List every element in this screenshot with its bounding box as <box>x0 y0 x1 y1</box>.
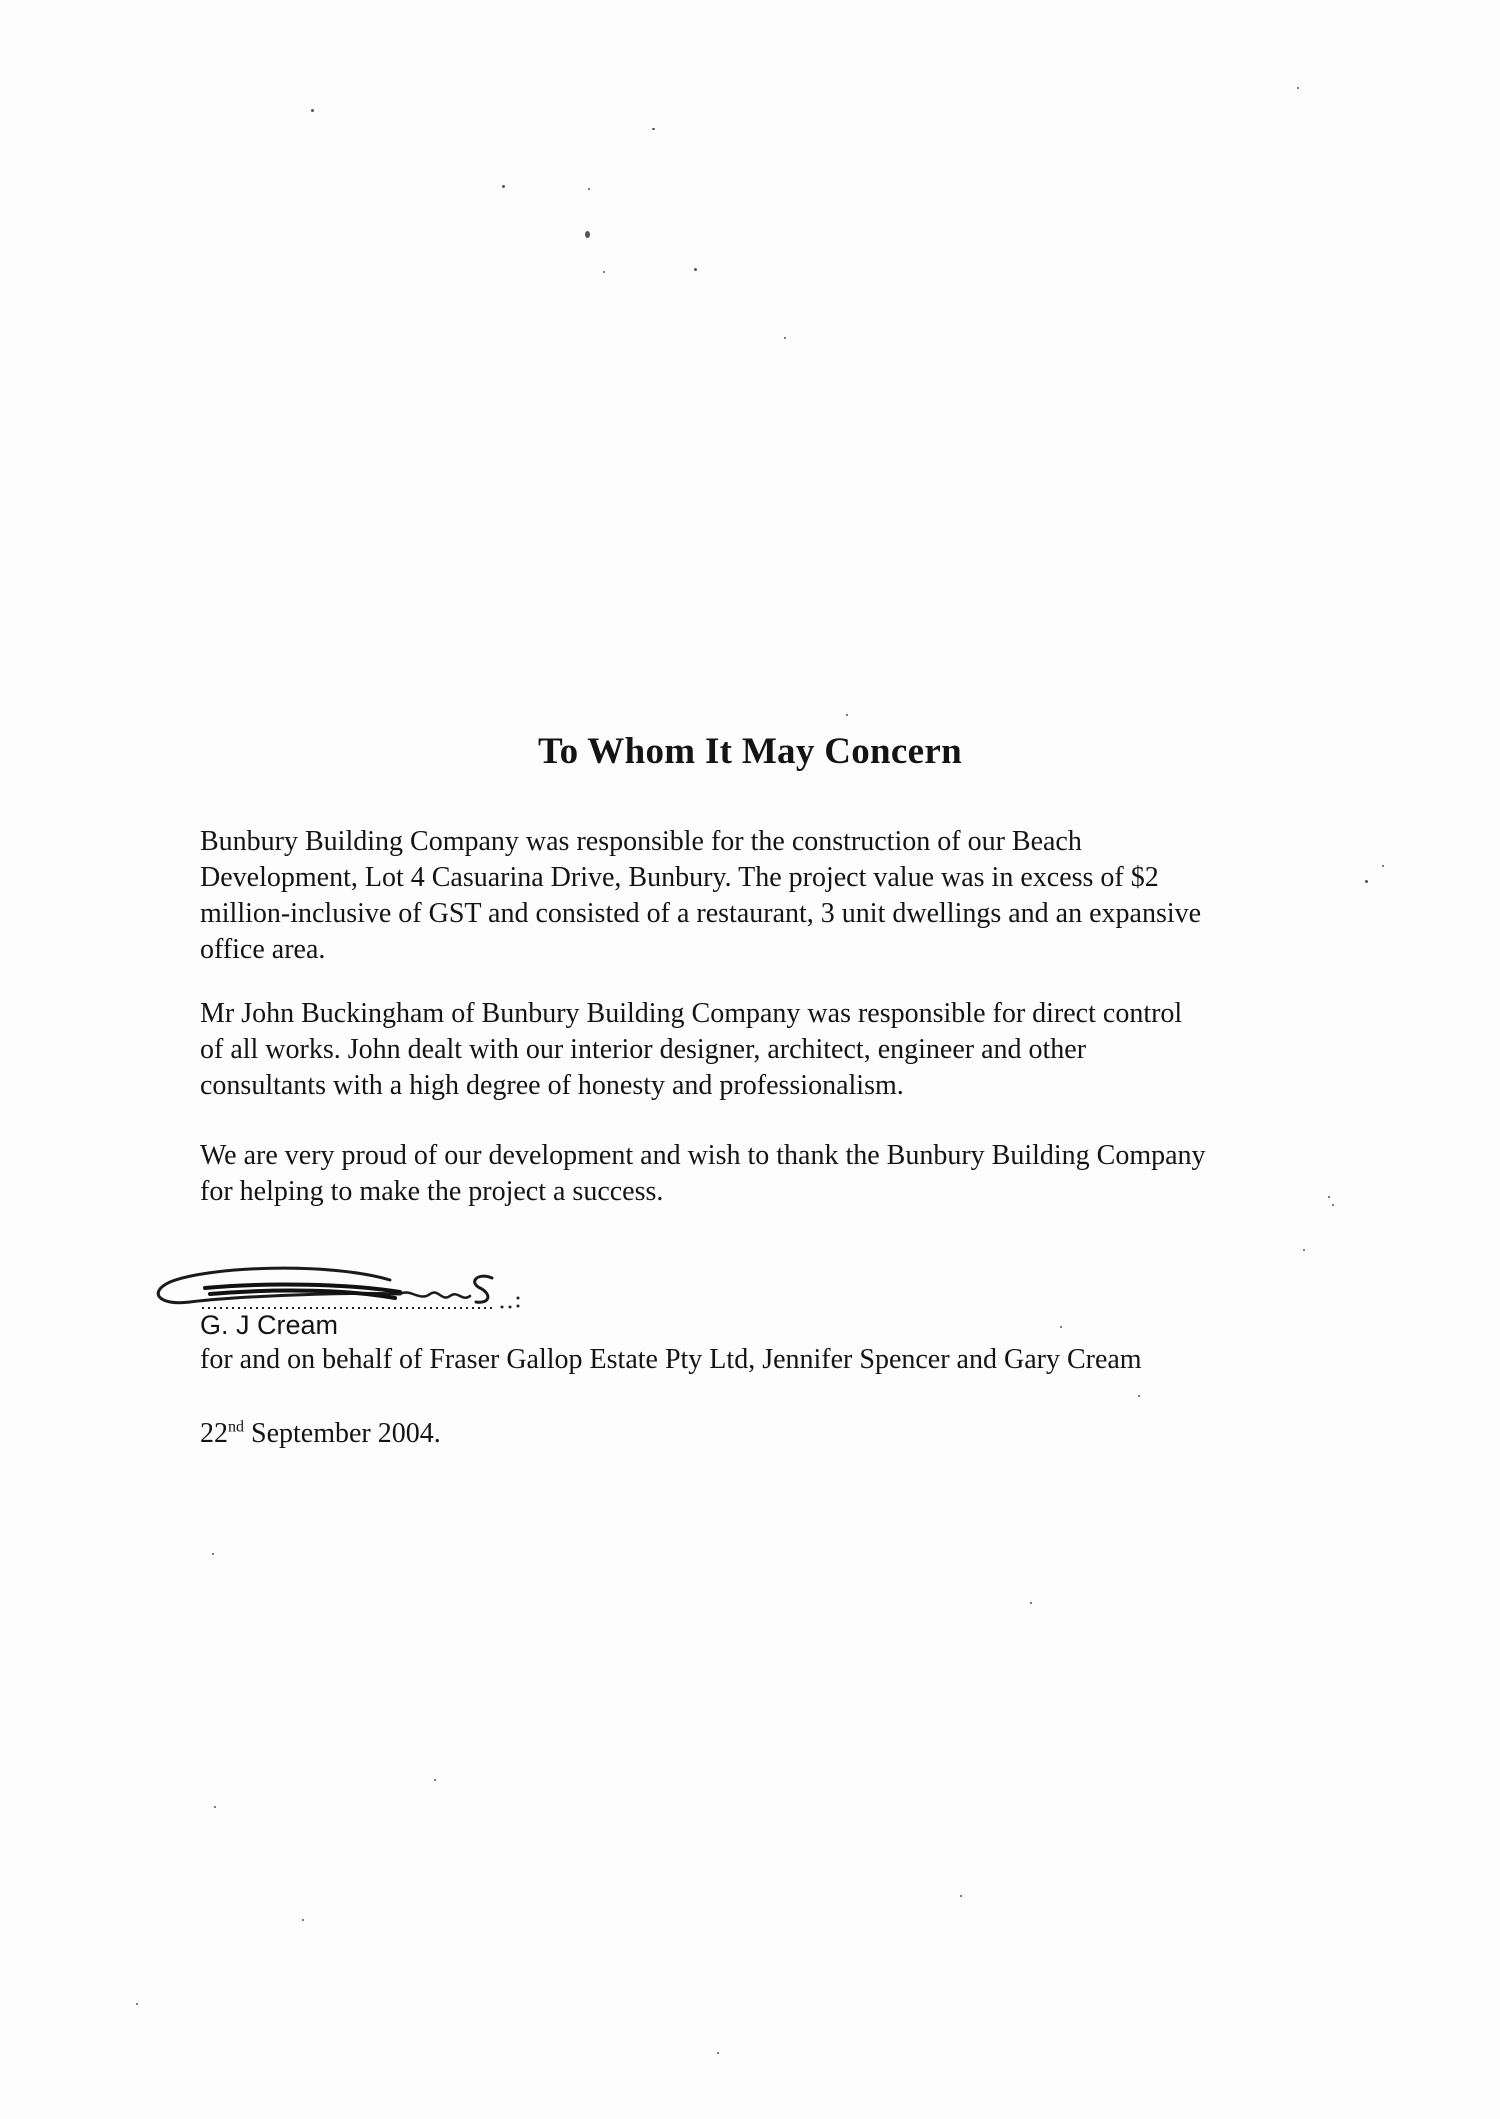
paragraph-line: consultants with a high degree of honesty and professionalism. <box>200 1070 904 1101</box>
scan-speck <box>1138 1395 1140 1397</box>
on-behalf-line: for and on behalf of Fraser Gallop Estate Pty Ltd, Jennifer Spencer and Gary Cream <box>200 1344 1142 1375</box>
paragraph-line: Bunbury Building Company was responsible for the construction of our Beach <box>200 826 1082 857</box>
scan-speck <box>784 337 786 339</box>
scan-speck <box>1365 880 1368 883</box>
scan-speck <box>1382 865 1384 867</box>
paragraph-line: We are very proud of our development and wish to thank the Bunbury Building Company <box>200 1140 1206 1171</box>
scan-speck <box>1297 87 1299 89</box>
scan-speck <box>652 128 655 130</box>
scan-speck <box>585 231 590 238</box>
date-day: 22 <box>200 1418 228 1449</box>
letter-title: To Whom It May Concern <box>538 731 962 772</box>
scan-speck <box>302 1919 304 1921</box>
scan-speck <box>1060 1326 1062 1328</box>
scan-speck <box>603 271 605 273</box>
scan-speck <box>502 185 505 188</box>
paragraph-line: of all works. John dealt with our interior designer, architect, engineer and other <box>200 1034 1087 1065</box>
scan-speck <box>960 1895 962 1897</box>
paragraph-construction <box>200 824 1360 968</box>
scan-speck <box>694 268 697 271</box>
scan-speck <box>136 2003 138 2005</box>
scan-speck <box>434 1779 436 1781</box>
letter-date <box>200 1418 441 1450</box>
paragraph-line: million-inclusive of GST and consisted of a restaurant, 3 unit dwellings and an expansive <box>200 898 1202 929</box>
paragraph-line: office area. <box>200 934 326 965</box>
scan-speck <box>1303 1249 1305 1251</box>
paragraph-supervision <box>200 996 1360 1104</box>
scan-speck <box>717 2052 719 2054</box>
scan-speck <box>311 109 314 112</box>
scan-speck <box>846 714 848 716</box>
scan-speck <box>588 188 590 190</box>
date-suffix: nd <box>228 1418 244 1436</box>
signer-name: G. J Cream <box>200 1310 339 1340</box>
paragraph-line: for helping to make the project a success. <box>200 1176 664 1207</box>
paragraph-thanks <box>200 1138 1360 1210</box>
scan-speck <box>214 1806 216 1808</box>
paragraph-line: Mr John Buckingham of Bunbury Building Company was responsible for direct control <box>200 998 1183 1029</box>
paragraph-line: Development, Lot 4 Casuarina Drive, Bunbury. The project value was in excess of $2 <box>200 862 1159 893</box>
date-rest: September 2004. <box>244 1418 441 1449</box>
scan-speck <box>1030 1602 1032 1604</box>
scan-speck <box>212 1553 214 1555</box>
